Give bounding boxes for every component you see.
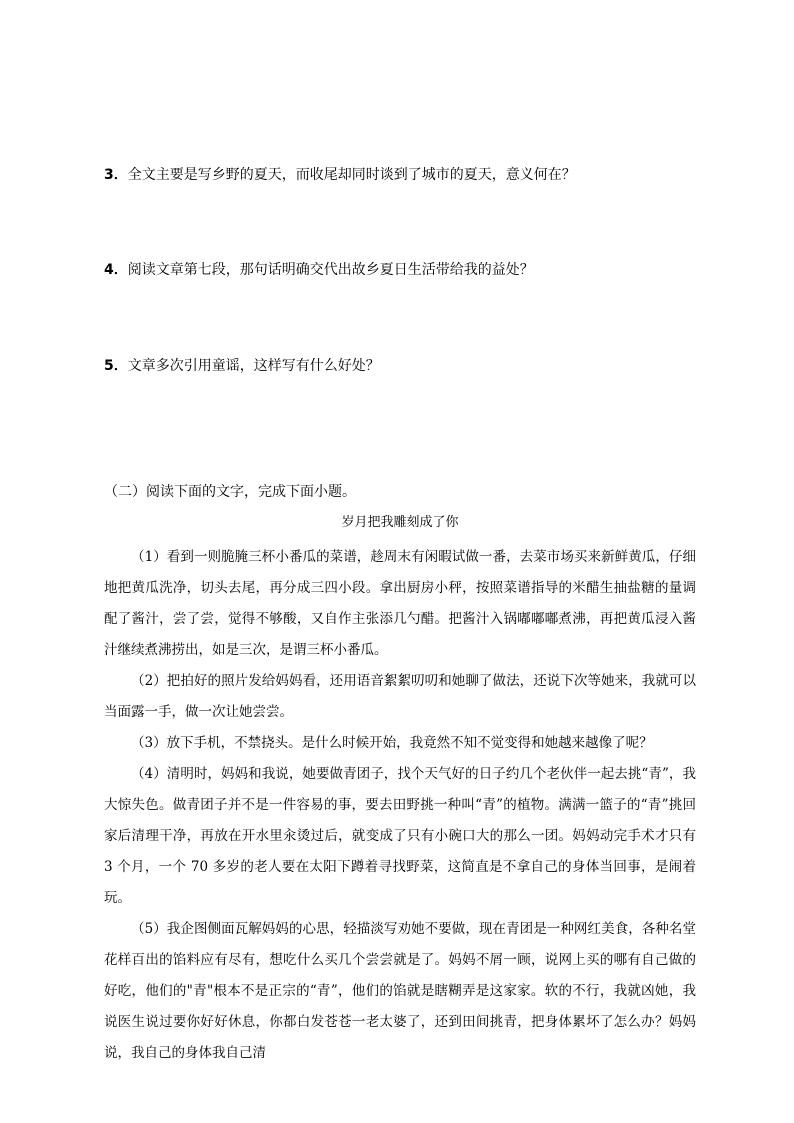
paragraph-4: （4）清明时，妈妈和我说，她要做青团子，找个天气好的日子约几个老伙伴一起去挑“青”，我大惊失色。做青团子并不是一件容易的事，要去田野挑一种叫“青”的植物。满满一篮子的“青”挑回家后清理干净，再放在开水里汆烫过后，就变成了只有小碗口大的那么一团。妈妈动完手术才只有 3 个月，一个 70 多岁的老人要在太阳下蹲着寻找野菜，这简直是不拿自己的身体当回事，是闹着玩。 [104, 766, 696, 906]
paragraph-5: （5）我企图侧面瓦解妈妈的心思，轻描淡写劝她不要做，现在青团是一种网红美食，各种名堂花样百出的馅料应有尽有，想吃什么买几个尝尝就是了。妈妈不屑一顾，说网上买的哪有自己做的好吃，他们的"青"根本不是正宗的“青”，他们的馅就是瞎糊弄是这家家。软的不行，我就凶她，我说医生说过要你好好休息，你都白发苍苍一老太婆了，还到田间挑青，把身体累坏了怎么办？妈妈说，我自己的身体我自己清 [104, 921, 696, 1061]
paragraph-2: （2）把拍好的照片发给妈妈看，还用语音絮絮叨叨和她聊了做法，还说下次等她来，我就可以当面露一手，做一次让她尝尝。 [104, 673, 696, 720]
question-4-number: 4． [104, 262, 128, 278]
question-4-text: 阅读文章第七段，那句话明确交代出故乡夏日生活带给我的益处？ [127, 262, 534, 278]
question-3-number: 3． [104, 167, 128, 183]
question-3-text: 全文主要是写乡野的夏天，而收尾却同时谈到了城市的夏天，意义何在？ [127, 167, 576, 183]
question-5-number: 5． [104, 358, 128, 374]
question-5 [104, 356, 380, 376]
question-4 [104, 260, 534, 280]
article-body [104, 542, 696, 1069]
paragraph-1: （1）看到一则脆腌三杯小番瓜的菜谱，趁周末有闲暇试做一番，去菜市场买来新鲜黄瓜，仔细地把黄瓜洗净，切头去尾，再分成三四小段。拿出厨房小秤，按照菜谱指导的米醋生抽盐糖的量调配了酱汁，尝了尝，觉得不够酸，又自作主张添几勺醋。把酱汁入锅嘟嘟嘟煮沸，再把黄瓜浸入酱汁继续煮沸捞出，如是三次，是谓三杯小番瓜。 [104, 549, 696, 658]
paragraph-3: （3）放下手机，不禁挠头。是什么时候开始，我竟然不知不觉变得和她越来越像了呢？ [131, 735, 653, 751]
question-5-text: 文章多次引用童谣，这样写有什么好处？ [127, 358, 380, 374]
question-3 [104, 165, 576, 185]
section-heading: （二）阅读下面的文字，完成下面小题。 [104, 484, 356, 500]
article-title: 岁月把我雕刻成了你 [341, 515, 459, 530]
